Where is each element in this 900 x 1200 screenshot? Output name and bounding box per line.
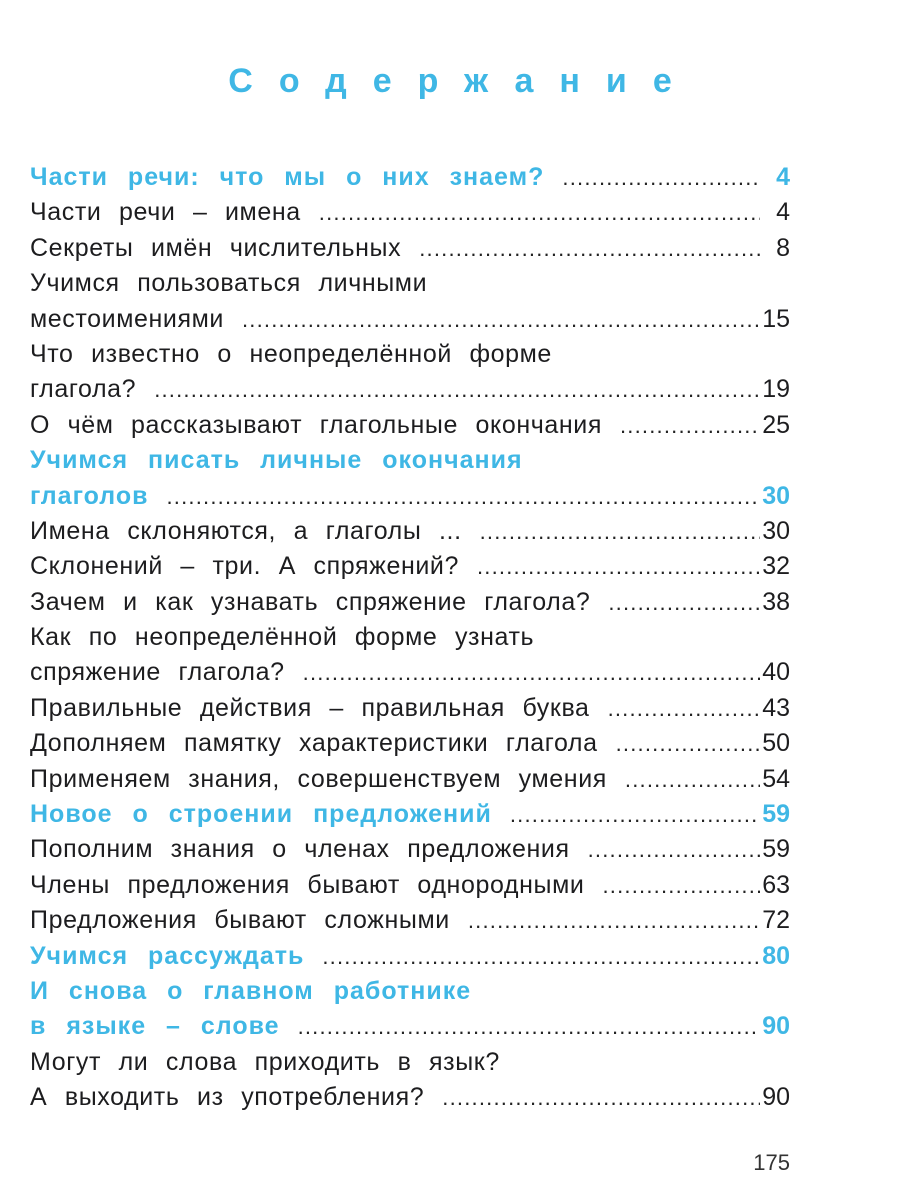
toc-entry-title: Части речи – имена (30, 198, 301, 227)
toc-item (30, 620, 790, 691)
toc-line (30, 762, 790, 797)
toc-line (30, 797, 790, 832)
toc-page-number: 80 (762, 941, 790, 970)
toc-entry-title: Учимся рассуждать (30, 941, 305, 970)
toc-line (30, 1009, 790, 1044)
toc-page-number: 4 (776, 198, 790, 227)
toc-page-number: 40 (762, 658, 790, 687)
toc-entry-title: Учимся писать личные окончания (30, 446, 523, 475)
toc-page-number: 4 (776, 163, 790, 191)
toc-chapter (30, 974, 790, 1045)
toc-page-number: 54 (762, 764, 790, 793)
toc-page-number: 90 (762, 1083, 790, 1112)
toc-page-number: 63 (762, 870, 790, 899)
toc-line (30, 585, 790, 620)
dot-leader (167, 479, 761, 514)
toc-entry-title: Секреты имён числительных (30, 233, 402, 262)
toc-line (30, 903, 790, 938)
toc-line (30, 868, 790, 903)
toc-entry-title: Имена склоняются, а глаголы ... (30, 516, 462, 545)
toc-line (30, 372, 790, 407)
dot-leader (616, 726, 760, 761)
table-of-contents (30, 160, 790, 1116)
toc-page-number: 30 (762, 481, 790, 510)
dot-leader (319, 195, 760, 230)
dot-leader (442, 1080, 760, 1115)
toc-item (30, 337, 790, 408)
toc-entry-title: Склонений – три. А спряжений? (30, 552, 459, 581)
toc-item (30, 266, 790, 337)
toc-line (30, 266, 790, 301)
toc-page-number: 59 (762, 835, 790, 864)
toc-item (30, 408, 790, 443)
page-number: 175 (753, 1150, 790, 1175)
dot-leader (419, 231, 760, 266)
toc-item (30, 1045, 790, 1116)
toc-page-number: 50 (762, 729, 790, 758)
toc-page-number: 19 (762, 375, 790, 404)
dot-leader (608, 691, 760, 726)
toc-page-number: 59 (762, 800, 790, 829)
toc-line (30, 160, 790, 195)
toc-line (30, 974, 790, 1009)
toc-page-number: 30 (762, 516, 790, 545)
dot-leader (510, 797, 760, 832)
toc-line (30, 1045, 790, 1080)
toc-item (30, 868, 790, 903)
toc-item (30, 549, 790, 584)
toc-chapter (30, 160, 790, 195)
toc-entry-title: Учимся пользоваться личными (30, 269, 428, 298)
toc-page-number: 38 (762, 587, 790, 616)
toc-line (30, 620, 790, 655)
toc-entry-title: Как по неопределённой форме узнать (30, 623, 535, 652)
dot-leader (477, 549, 760, 584)
toc-chapter (30, 797, 790, 832)
toc-chapter (30, 939, 790, 974)
toc-line (30, 726, 790, 761)
toc-line (30, 195, 790, 230)
toc-entry-title: глагола? (30, 375, 137, 404)
page-title: Содержание (228, 62, 698, 100)
toc-entry-title: О чём рассказывают глагольные окончания (30, 410, 602, 439)
dot-leader (620, 408, 760, 443)
toc-item (30, 903, 790, 938)
toc-page-number: 8 (776, 233, 790, 262)
dot-leader (242, 302, 760, 337)
toc-entry-title: в языке – слове (30, 1012, 280, 1041)
toc-entry-title: Пополним знания о членах предложения (30, 835, 570, 864)
toc-entry-title: Что известно о неопределённой форме (30, 339, 552, 368)
toc-line (30, 231, 790, 266)
dot-leader (588, 832, 760, 867)
toc-line (30, 302, 790, 337)
dot-leader (298, 1009, 760, 1044)
dot-leader (480, 514, 760, 549)
toc-item (30, 691, 790, 726)
toc-item (30, 762, 790, 797)
toc-chapter (30, 443, 790, 514)
toc-entry-title: Зачем и как узнавать спряжение глагола? (30, 587, 591, 616)
toc-line (30, 443, 790, 478)
toc-line (30, 655, 790, 690)
toc-page-number: 43 (762, 693, 790, 722)
toc-line (30, 549, 790, 584)
toc-item (30, 832, 790, 867)
toc-item (30, 231, 790, 266)
toc-entry-title: Предложения бывают сложными (30, 906, 450, 935)
toc-line (30, 408, 790, 443)
toc-entry-title: Могут ли слова приходить в язык? (30, 1047, 500, 1076)
toc-entry-title: А выходить из употребления? (30, 1083, 425, 1112)
toc-line (30, 479, 790, 514)
toc-entry-title: Члены предложения бывают однородными (30, 870, 585, 899)
dot-leader (154, 372, 760, 407)
dot-leader (562, 160, 760, 195)
toc-entry-title: Новое о строении предложений (30, 800, 492, 829)
toc-entry-title: Части речи: что мы о них знаем? (30, 163, 545, 191)
toc-line (30, 1080, 790, 1115)
dot-leader (468, 903, 760, 938)
toc-page-number: 15 (762, 304, 790, 333)
toc-entry-title: Правильные действия – правильная буква (30, 693, 590, 722)
dot-leader (625, 762, 760, 797)
toc-line (30, 337, 790, 372)
toc-line (30, 691, 790, 726)
dot-leader (303, 655, 760, 690)
toc-entry-title: глаголов (30, 481, 149, 510)
toc-entry-title: Дополняем памятку характеристики глагола (30, 729, 598, 758)
toc-line (30, 939, 790, 974)
toc-page-number: 32 (762, 552, 790, 581)
toc-entry-title: спряжение глагола? (30, 658, 285, 687)
dot-leader (608, 585, 760, 620)
toc-line (30, 514, 790, 549)
toc-item (30, 726, 790, 761)
toc-item (30, 514, 790, 549)
toc-page-number: 25 (762, 410, 790, 439)
toc-entry-title: Применяем знания, совершенствуем умения (30, 764, 607, 793)
toc-entry-title: местоимениями (30, 304, 224, 333)
toc-item (30, 585, 790, 620)
dot-leader (602, 868, 760, 903)
toc-line (30, 832, 790, 867)
toc-entry-title: И снова о главном работнике (30, 976, 472, 1005)
toc-page-number: 72 (762, 906, 790, 935)
toc-page-number: 90 (762, 1012, 790, 1041)
dot-leader (322, 939, 760, 974)
toc-item (30, 195, 790, 230)
